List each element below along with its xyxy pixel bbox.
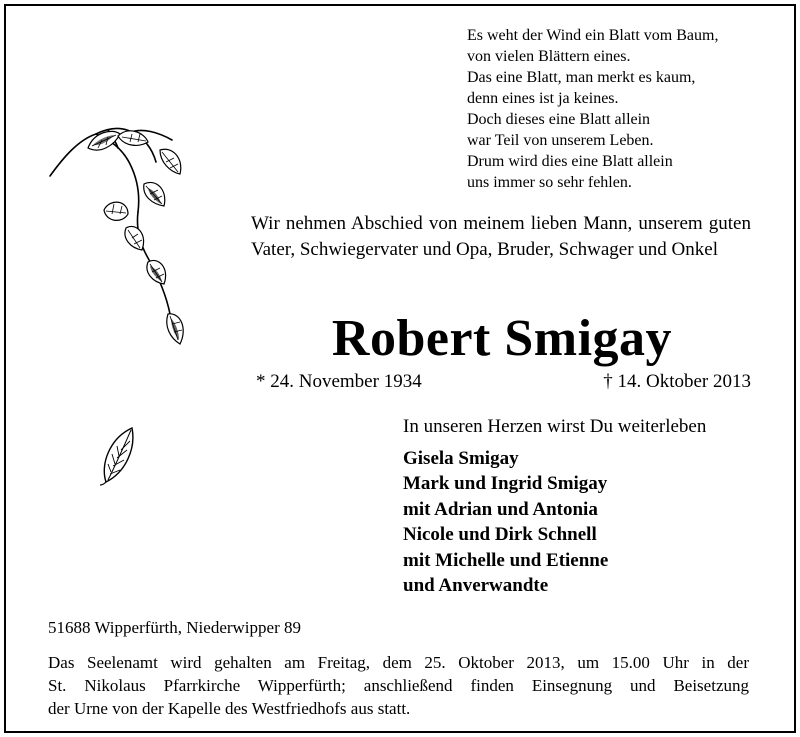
poem-line: Es weht der Wind ein Blatt vom Baum,: [467, 27, 719, 44]
service-line: St. Nikolaus Pfarrkirche Wipperfürth; anschließend finden Einsegnung und Beisetzung: [48, 676, 749, 695]
memorial-motto: In unseren Herzen wirst Du weiterleben: [403, 416, 707, 437]
service-line: der Urne von der Kapelle des Westfriedhofs aus statt.: [48, 699, 411, 718]
family-member: und Anverwandte: [403, 575, 549, 597]
poem: [467, 25, 718, 193]
mourner-address: 51688 Wipperfürth, Niederwipper 89: [48, 618, 301, 637]
poem-line: uns immer so sehr fehlen.: [467, 174, 632, 191]
family-member: mit Adrian und Antonia: [403, 498, 598, 520]
poem-line: von vielen Blättern eines.: [467, 48, 631, 65]
family-member: mit Michelle und Etienne: [403, 549, 609, 571]
birth-date: * 24. November 1934: [256, 371, 422, 392]
poem-line: Doch dieses eine Blatt allein: [467, 111, 651, 128]
service-announcement: [48, 651, 749, 720]
poem-line: Drum wird dies eine Blatt allein: [467, 153, 673, 170]
poem-line: Das eine Blatt, man merkt es kaum,: [467, 69, 696, 86]
family-member: Nicole und Dirk Schnell: [403, 524, 597, 546]
falling-leaf-illustration: [98, 424, 138, 486]
death-date: † 14. Oktober 2013: [603, 371, 751, 392]
poem-line: denn eines ist ja keines.: [467, 90, 619, 107]
poem-line: war Teil von unserem Leben.: [467, 132, 654, 149]
family-member: Mark und Ingrid Smigay: [403, 473, 608, 495]
deceased-name: Robert Smigay: [331, 310, 673, 367]
family-list: [403, 446, 608, 598]
service-line: Das Seelenamt wird gehalten am Freitag, dem 25. Oktober 2013, um 15.00 Uhr in der: [48, 653, 749, 672]
farewell-intro: Wir nehmen Abschied von meinem lieben Mann, unserem guten Vater, Schwiegervater und Opa, Bruder, Schwager und Onkel: [251, 213, 751, 260]
family-member: Gisela Smigay: [403, 448, 519, 469]
